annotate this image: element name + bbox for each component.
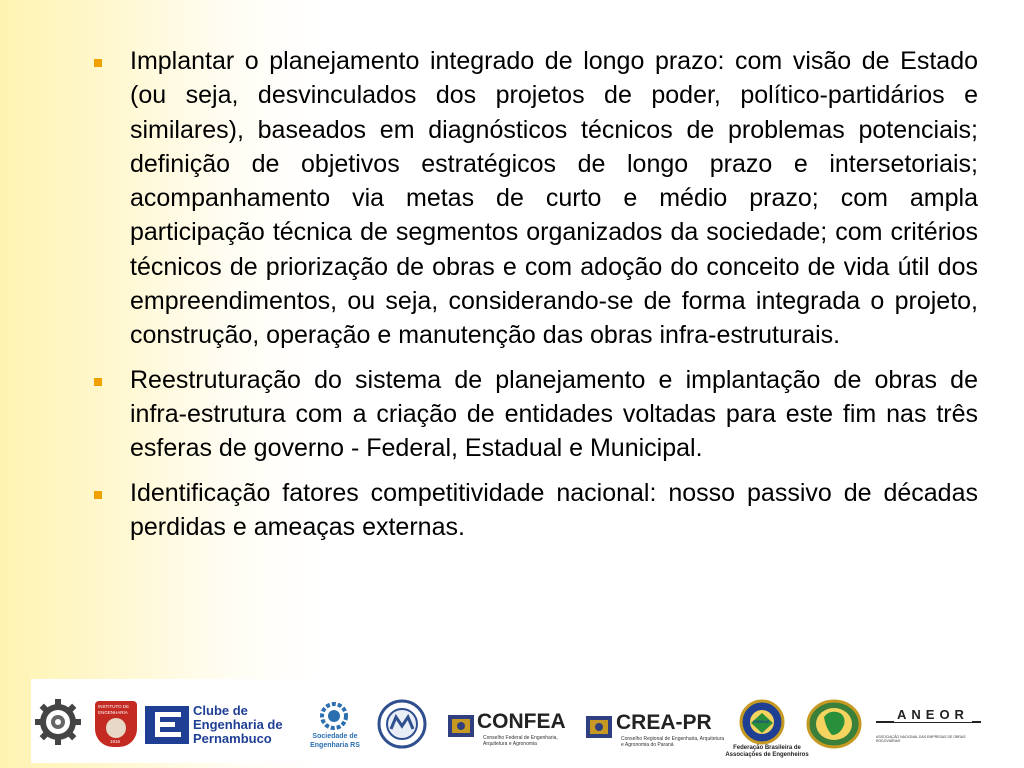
sociedade-engenharia-wordmark: Sociedade de Engenharia RS [310, 733, 360, 749]
bullet-list [86, 44, 978, 554]
sponsor-logos-strip: INSTITUTO DE ENGENHARIA 1916 Clube de Engenharia de Pernambuco Sociedade de Engenharia RS CONFEA Conselho Federal de Engenharia, Arquitetura e Agronomia CREA-PR Conselho Regional de Engenharia, Arquitetura e Agronomia do Paraná FEBRAE Federação Brasileira de Associações de Engenheiros ANEOR ASSOCIAÇÃO NACIONAL DAS EMPRESAS DE OBRAS RODOVIÁRIAS [31, 679, 991, 763]
confea-emblem-icon [448, 715, 474, 737]
square-bullet-icon [94, 491, 102, 499]
square-bullet-icon [94, 59, 102, 67]
sociedade-gear-icon [319, 701, 349, 731]
brazil-map-seal-logo [806, 699, 862, 749]
monogram-seal-logo [377, 699, 427, 749]
bullet-item-3 [86, 476, 978, 545]
confea-wordmark: CONFEA [477, 710, 566, 733]
bullet-text: Reestruturação do sistema de planejamento e implantação de obras de infra-estrutura com a criação de entidades voltadas para este fim nas três esferas de governo - Federal, Estadual e Municipal. [130, 365, 978, 463]
bullet-item-1 [86, 44, 978, 353]
crea-emblem-icon [586, 716, 612, 738]
febrae-wordmark: Federação Brasileira de Associações de Engenheiros [725, 745, 809, 758]
bullet-text: Identificação fatores competitividade nacional: nosso passivo de décadas perdidas e ameaças externas. [130, 478, 978, 541]
aneor-logo [876, 709, 981, 731]
bullet-text: Implantar o planejamento integrado de longo prazo: com visão de Estado (ou seja, desvinculados dos projetos de poder, político-partidários e similares), baseados em diagnósticos técnicos de problemas potenciais; definição de objetivos estratégicos de longo prazo e intersetoriais; acompanhamento via metas de curto e médio prazo; com ampla participação técnica de segmentos organizados da sociedade; com critérios técnicos de priorização de obras e com adoção do conceito de vida útil dos empreendimentos, ou seja, considerando-se de forma integrada o projeto, construção, operação e manutenção das obras infra-estruturais. [130, 47, 978, 350]
square-bullet-icon [94, 378, 102, 386]
clube-e-emblem-icon [145, 706, 189, 744]
instituto-engenharia-logo: INSTITUTO DE ENGENHARIA 1916 [95, 701, 137, 747]
crea-pr-wordmark: CREA-PR [616, 711, 712, 734]
clube-engenharia-wordmark: Clube de Engenharia de Pernambuco [193, 703, 283, 746]
gear-emblem-logo [33, 697, 83, 747]
bullet-item-2 [86, 363, 978, 466]
aneor-wordmark: ANEOR [894, 707, 972, 722]
portrait-icon [106, 718, 126, 738]
